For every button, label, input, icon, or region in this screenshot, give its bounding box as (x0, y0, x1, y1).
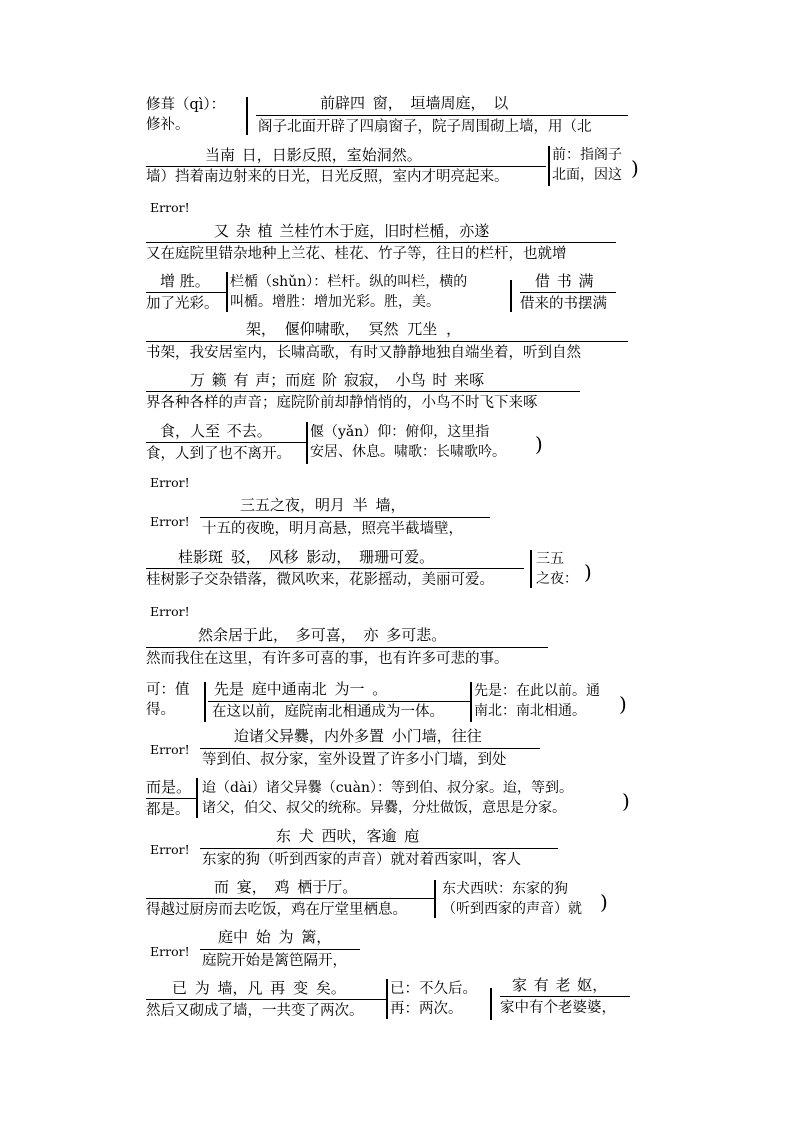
divider-line (146, 391, 580, 392)
note-mid-line2: 再：两次。 (390, 1001, 463, 1017)
original-line: 迨诸父异爨，内外多置 小门墙，往往 (234, 727, 482, 745)
translation-line: 阁子北面开辟了四扇窗子，院子周围砌上墙，用（北 (258, 119, 592, 135)
original-line: 万 籁 有 声；而庭 阶 寂寂， 小鸟 时 来啄 (190, 371, 485, 389)
divider-line (146, 292, 226, 293)
note-right-line1: 东犬西吠：东家的狗 (442, 881, 568, 897)
original-line-2: 家 有 老 妪， (512, 976, 608, 994)
divider-line (200, 949, 360, 950)
original-line: 庭中 始 为 篱， (218, 928, 332, 946)
translation-line: 得越过厨房而去吃饭，鸡在厅堂里栖息。 (146, 902, 407, 918)
bracket-divider (490, 988, 492, 1020)
original-line: 三五之夜，明月 半 墙， (240, 496, 406, 514)
bracket-divider (204, 682, 206, 722)
divider-line (208, 701, 470, 702)
bracket-divider (306, 422, 308, 464)
original-line: 而是。 (146, 778, 192, 796)
close-paren-icon: ) (584, 560, 592, 584)
translation-line: 在这以前，庭院南北相通成为一体。 (212, 704, 444, 720)
bracket-divider (226, 272, 228, 312)
translation-line-2: 借来的书摆满 (520, 296, 607, 312)
original-line: 增 胜。 (160, 272, 210, 290)
original-line: 先是 庭中通南北 为一 。 (214, 680, 388, 698)
divider-line (146, 568, 524, 569)
note-left-line1: 修葺（qì）： (146, 97, 226, 113)
translation-line: 东家的狗（听到西家的声音）就对着西家叫，客人 (202, 852, 521, 868)
original-line: 又 杂 植 兰桂竹木于庭，旧时栏楯，亦遂 (214, 222, 490, 240)
bracket-divider (196, 778, 198, 818)
bracket-divider (246, 97, 248, 135)
divider-line (146, 647, 548, 648)
note-left-line1: 可：值 (146, 682, 190, 698)
divider-line (520, 292, 616, 293)
note-left-line2: 得。 (146, 702, 175, 718)
divider-line (146, 341, 628, 342)
translation-line: 墙）挡着南边射来的日光，日光反照，室内才明亮起来。 (146, 169, 509, 185)
error-marker: Error! (150, 842, 190, 857)
divider-line (146, 242, 616, 243)
note-right-line2: （听到西家的声音）就 (442, 901, 582, 917)
error-marker: Error! (150, 944, 190, 959)
note-right-line1: 先是：在此以前。通 (474, 683, 600, 699)
bracket-divider (470, 682, 472, 722)
note-mid-line1: 栏楯（shǔn）：栏杆。纵的叫栏，横的 (230, 274, 468, 290)
original-line: 东 犬 西吠，客逾 庖 (276, 827, 420, 845)
divider-line (200, 517, 490, 518)
note-mid-line2: 叫楯。增胜：增加光彩。胜，美。 (230, 294, 440, 310)
translation-line: 桂树影子交杂错落，微风吹来，花影摇动，美丽可爱。 (146, 572, 494, 588)
bracket-divider (386, 979, 388, 1019)
original-line: 食，人至 不去。 (160, 422, 272, 440)
translation-line-2: 家中有个老婆婆， (500, 1000, 616, 1016)
translation-line: 庭院开始是篱笆隔开， (202, 953, 347, 969)
translation-line: 书架，我安居室内，长啸高歌，有时又静静地独自端坐着，听到自然 (146, 345, 581, 361)
divider-line (146, 999, 386, 1000)
close-paren-icon: ) (631, 156, 639, 180)
translation-line: 界各种各样的声音；庭院阶前却静悄悄的，小鸟不时飞下来啄 (146, 395, 538, 411)
divider-line (256, 115, 628, 116)
original-line: 然余居于此， 多可喜， 亦 多可悲。 (198, 626, 447, 644)
original-line: 桂影斑 驳， 风移 影动， 珊珊可爱。 (178, 548, 435, 566)
bracket-divider (434, 880, 436, 918)
note-right-line2: 安居、休息。啸歌：长啸歌吟。 (310, 444, 506, 460)
note-right-line1: 前：指阁子 (552, 147, 622, 163)
error-marker: Error! (150, 514, 190, 529)
close-paren-icon: ) (622, 789, 630, 813)
original-line: 当南 日，日影反照，室始洞然。 (205, 146, 422, 164)
bracket-divider (510, 280, 512, 312)
translation-line: 等到伯、叔分家，室外设置了许多小门墙，到处 (202, 752, 507, 768)
translation-line: 又在庭院里错杂地种上兰花、桂花、竹子等，往日的栏杆，也就增 (146, 246, 567, 262)
note-right-line1: 偃（yǎn）仰：俯仰，这里指 (310, 424, 490, 440)
divider-line (500, 996, 630, 997)
translation-line: 食，人到了也不离开。 (146, 446, 291, 462)
original-line: 已 为 墙，凡 再 变 矣。 (172, 979, 346, 997)
note-left-line2: 修补。 (146, 117, 190, 133)
divider-line (146, 798, 196, 799)
divider-line (146, 442, 306, 443)
error-marker: Error! (150, 742, 190, 757)
close-paren-icon: ) (619, 692, 627, 716)
note-right-line1: 三五 (536, 551, 564, 567)
note-right-line1: 迨（dài）诸父异爨（cuàn）：等到伯、叔分家。迨，等到。 (202, 780, 574, 796)
error-marker: Error! (150, 475, 190, 490)
note-right-line2: 南北：南北相通。 (474, 703, 586, 719)
divider-line (146, 898, 434, 899)
bracket-divider (548, 146, 550, 186)
note-right-line2: 北面，因这 (552, 167, 622, 183)
translation-line: 十五的夜晚，明月高悬，照亮半截墙壁， (202, 521, 463, 537)
divider-line (146, 166, 546, 167)
divider-line (200, 748, 540, 749)
translation-line: 然而我住在这里，有许多可喜的事，也有许多可悲的事。 (146, 651, 509, 667)
translation-line: 然后又砌成了墙，一共变了两次。 (146, 1003, 364, 1019)
original-line: 架， 偃仰啸歌， 冥然 兀坐 ， (246, 320, 462, 338)
close-paren-icon: ) (535, 432, 543, 456)
divider-line (200, 848, 558, 849)
note-right-line2: 之夜： (536, 571, 578, 587)
close-paren-icon: ) (600, 890, 608, 914)
translation-line: 都是。 (146, 802, 190, 818)
note-right-line2: 诸父，伯父、叔父的统称。异爨，分灶做饭，意思是分家。 (202, 800, 566, 816)
original-line: 而 宴， 鸡 栖于厅。 (214, 878, 358, 896)
original-line: 前辟四 窗， 垣墙周庭， 以 (320, 94, 509, 112)
note-mid-line1: 已：不久后。 (390, 981, 477, 997)
error-marker: Error! (150, 604, 190, 619)
original-line-2: 借 书 满 (535, 272, 594, 290)
bracket-divider (530, 550, 532, 588)
error-marker: Error! (150, 200, 190, 215)
translation-line: 加了光彩。 (146, 296, 219, 312)
